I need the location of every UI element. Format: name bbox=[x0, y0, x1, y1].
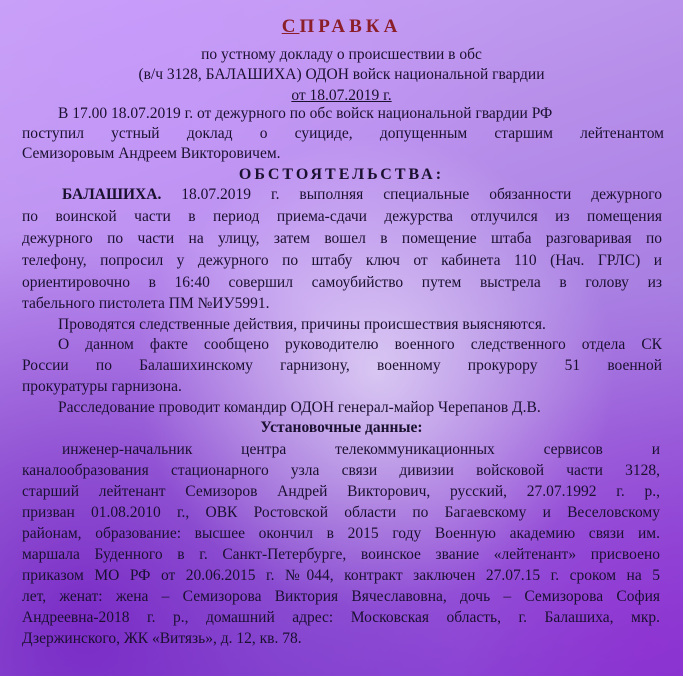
title-rest: ПРАВКА bbox=[299, 16, 402, 37]
personal-line-7: приказом МО РФ от 20.06.2015 г. №044, контракт заключен 27.07.15 г. сроком на 5 bbox=[22, 567, 660, 584]
report-line-3: прокуратуры гарнизона. bbox=[22, 378, 182, 395]
personal-line-3: старший лейтенант Семизоров Андрей Викторович, русский, 27.07.1992 г. р., bbox=[22, 483, 660, 500]
intro-line-3: Семизоровым Андреем Викторовичем. bbox=[22, 145, 281, 162]
report-line-1: О данном факте сообщено руководителю военного следственного отдела СК bbox=[58, 336, 662, 353]
circumstances-line-3: дежурного по части на улицу, затем вошел в помещение штаба разговаривая по bbox=[22, 230, 662, 247]
circumstances-line-6: табельного пистолета ПМ №ИУ5991. bbox=[22, 295, 270, 312]
subtitle-line-1: по устному докладу о происшествии в обс bbox=[201, 46, 482, 63]
document-title bbox=[0, 16, 683, 38]
personal-line-2: каналообразования стационарного узла связи дивизии войсковой части 3128, bbox=[22, 462, 660, 479]
intro-line-2: поступил устный доклад о суициде, допущенным старшим лейтенантом bbox=[22, 125, 664, 142]
personal-line-5: районам, образование: высшее окончил в 2015 году Военную академию связи им. bbox=[22, 525, 660, 542]
subtitle-line-2: (в/ч 3128, БАЛАШИХА) ОДОН войск национальной гвардии bbox=[138, 66, 545, 83]
circumstances-text-1: 18.07.2019 г. выполняя специальные обязанности дежурного bbox=[181, 186, 662, 203]
circumstances-line-4: телефону, попросил у дежурного по штабу ключ от кабинета 110 (Нач. ГРЛС) и bbox=[22, 252, 662, 269]
location-lead: БАЛАШИХА. bbox=[62, 186, 162, 203]
personal-line-9: Андреевна-2018 г. р., домашний адрес: Московская область, г. Балашиха, мкр. bbox=[22, 609, 660, 626]
intro-line-1: В 17.00 18.07.2019 г. от дежурного по обс войск национальной гвардии РФ bbox=[58, 105, 553, 122]
personal-heading: Установочные данные: bbox=[260, 419, 423, 436]
title-first-letter: С bbox=[281, 16, 300, 37]
report-line-2: России по Балашихинскому гарнизону, военному прокурору 51 военной bbox=[22, 357, 662, 374]
circumstances-line-5: ориентировочно в 16:40 совершил самоубийство путем выстрела в голову из bbox=[22, 274, 662, 291]
personal-line-1: инженер-начальник центра телекоммуникационных сервисов и bbox=[62, 441, 660, 458]
investigation-text: Проводятся следственные действия, причины происшествия выясняются. bbox=[58, 316, 546, 333]
personal-line-4: призван 01.08.2010 г., ОВК Ростовской области по Багаевскому и Веселовскому bbox=[22, 504, 660, 521]
personal-line-8: лет, женат: жена – Семизорова Виктория Вячеславовна, дочь – Семизорова София bbox=[22, 588, 660, 605]
circumstances-line-2: по воинской части в период приема-сдачи дежурства отлучился из помещения bbox=[22, 208, 662, 225]
personal-line-6: маршала Буденного в г. Санкт-Петербурге, воинское звание «лейтенант» присвоено bbox=[22, 546, 660, 563]
document-date: от 18.07.2019 г. bbox=[291, 87, 392, 104]
personal-line-10: Дзержинского, ЖК «Витязь», д. 12, кв. 78. bbox=[22, 630, 302, 647]
commander-text: Расследование проводит командир ОДОН генерал-майор Черепанов Д.В. bbox=[58, 399, 541, 416]
circumstances-line-1 bbox=[62, 185, 662, 205]
circumstances-heading: ОБСТОЯТЕЛЬСТВА: bbox=[238, 166, 445, 183]
